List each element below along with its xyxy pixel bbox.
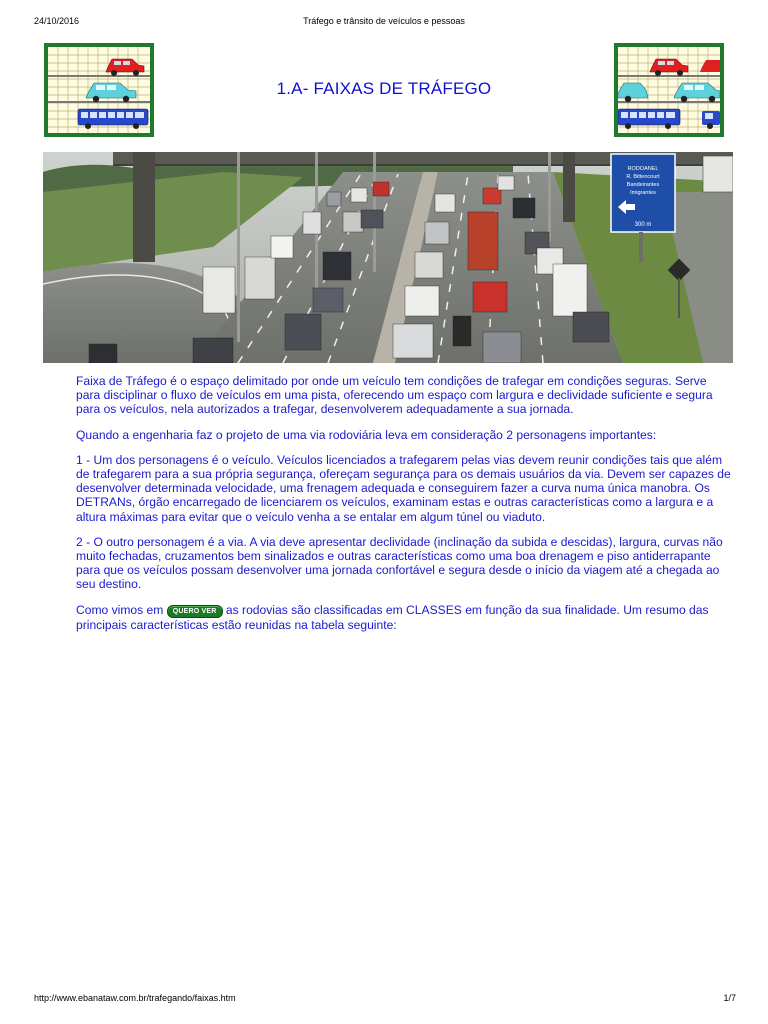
sign-line: RODOANEL <box>627 166 659 172</box>
highway-photo <box>43 152 733 363</box>
paragraph-classes <box>76 603 731 632</box>
page-title: 1.A- FAIXAS DE TRÁFEGO <box>276 79 492 98</box>
print-doc-title: Tráfego e trânsito de veículos e pessoas <box>303 16 465 26</box>
paragraph-definition: Faixa de Tráfego é o espaço delimitado por onde um veículo tem condições de trafegar em condições seguras. Serve para disciplinar o fluxo de veículos em uma pista, oferecendo um espaço com largura e declividade suficiente e segura para os veículos, nela autorizados a trafegar, desenvolverem adequadamente a sua jornada. <box>76 374 713 417</box>
sign-line: R. Bittencourt <box>626 174 660 180</box>
print-header <box>0 16 768 30</box>
sign-line: Imigrantes <box>630 190 656 196</box>
paragraph-classes-end: as rodovias são classificadas em CLASSES em função da sua finalidade. Um resumo das principais características estão reunidas na tabela seguinte: <box>76 602 709 632</box>
paragraph-classes-start: Como vimos em <box>76 602 167 617</box>
print-date: 24/10/2016 <box>34 16 80 26</box>
paragraph-intro: Quando a engenharia faz o projeto de uma via rodoviária leva em consideração 2 personagens importantes: <box>76 427 657 442</box>
paragraph-road: 2 - O outro personagem é a via. A via deve apresentar declividade (inclinação da subida e descidas), largura, curvas não muito fechadas, cruzamentos bem sinalizados e outras características como uma boa drenagem e piso antiderrapante para que os veículos possam desenvolver uma jornada confortável e segura desde o início da viagem até a chegada ao seu destino. <box>76 534 723 592</box>
print-page-number: 1/7 <box>723 993 736 1003</box>
sign-line: Bandeirantes <box>626 182 660 188</box>
print-footer <box>0 993 768 1007</box>
print-url[interactable]: http://www.ebanataw.com.br/trafegando/faixas.htm <box>34 993 236 1003</box>
paragraph-vehicle: 1 - Um dos personagens é o veículo. Veículos licenciados a trafegarem pelas vias devem reunir condições tais que além de trafegarem para a sua própria segurança, ofereçam segurança para os demais usuários da via. Devem ser capazes de desenvolver determinada velocidade, uma frenagem adequada e conseguirem fazer a curva numa única manobra. Os DETRANs, órgão encarregado de licenciarem os veículos, examinam estas e outras características como a largura e a altura máximas para evitar que o veículo venha a se entalar em algum túnel ou viaduto. <box>76 452 731 524</box>
quero-ver-button[interactable]: QUERO VER <box>167 605 223 618</box>
article-body <box>76 374 731 643</box>
sign-distance: 300 m <box>634 222 652 228</box>
